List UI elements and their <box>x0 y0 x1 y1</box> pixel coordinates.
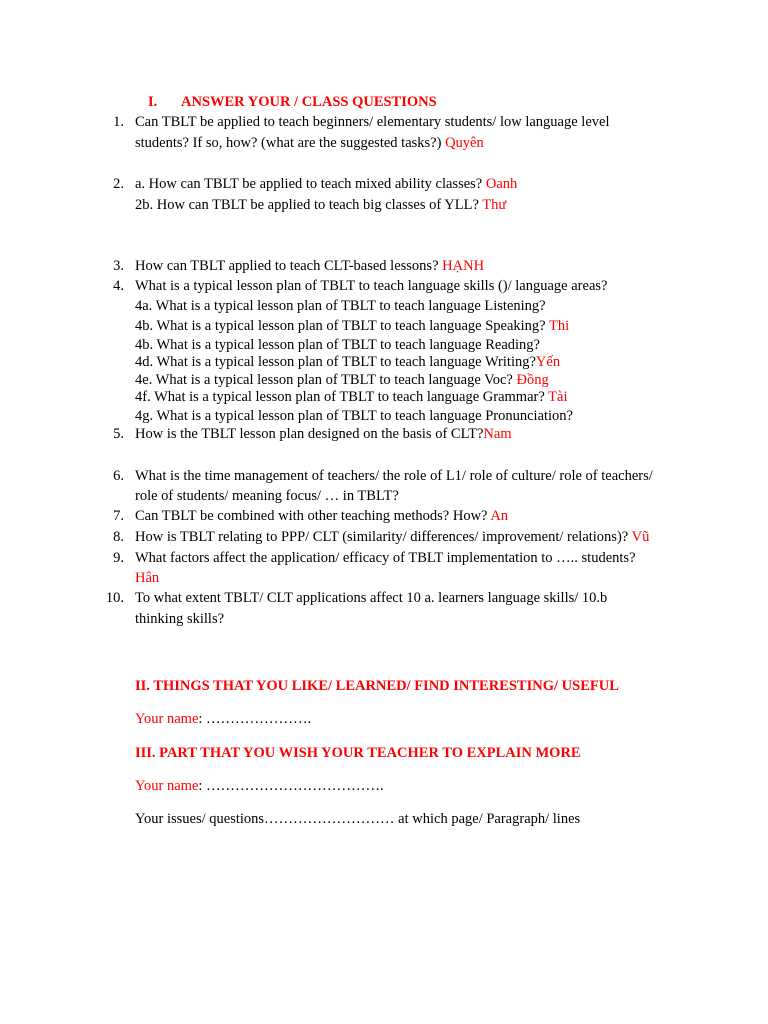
question-7: Can TBLT be combined with other teaching methods? How? An <box>135 508 509 524</box>
section-3-name-line <box>135 776 384 796</box>
question-1-line-1: Can TBLT be applied to teach beginners/ elementary students/ low language level <box>135 114 610 130</box>
question-8-number: 8. <box>113 529 124 545</box>
section-1-number: I. <box>148 94 158 110</box>
question-5: How is the TBLT lesson plan designed on the basis of CLT?Nam <box>135 426 512 442</box>
assignee-name: Thi <box>548 318 570 334</box>
question-3: How can TBLT applied to teach CLT-based lessons? HẠNH <box>135 258 485 274</box>
question-4f: 4f. What is a typical lesson plan of TBLT to teach language Grammar? Tài <box>135 389 568 405</box>
assignee-name: Hân <box>135 570 160 586</box>
question-10-line-1: To what extent TBLT/ CLT applications affect 10 a. learners language skills/ 10.b <box>135 590 608 606</box>
question-4: What is a typical lesson plan of TBLT to teach language skills ()/ language areas? <box>135 278 608 294</box>
assignee-name: Tài <box>548 389 568 405</box>
section-1-heading: ANSWER YOUR / CLASS QUESTIONS <box>181 94 437 110</box>
name-blank: : ………………………………. <box>198 778 384 794</box>
section-2-name-line <box>135 709 311 729</box>
question-9-number: 9. <box>113 550 124 566</box>
question-9-line-1: What factors affect the application/ efficacy of TBLT implementation to ….. students? <box>135 550 636 566</box>
question-10-number: 10. <box>105 590 124 606</box>
question-1-line-2: students? If so, how? (what are the suggested tasks?) Quyên <box>135 135 484 151</box>
question-4b-speaking: 4b. What is a typical lesson plan of TBLT to teach language Speaking? Thi <box>135 318 570 334</box>
question-5-number: 5. <box>113 426 124 442</box>
section-3-heading: III. PART THAT YOU WISH YOUR TEACHER TO EXPLAIN MORE <box>135 745 581 761</box>
assignee-name: Yến <box>535 354 561 370</box>
question-1-number: 1. <box>113 114 124 130</box>
assignee-name: Thư <box>482 197 507 213</box>
question-4d: 4d. What is a typical lesson plan of TBLT to teach language Writing?Yến <box>135 354 561 370</box>
question-6-line-2: role of students/ meaning focus/ … in TBLT? <box>135 488 399 504</box>
question-6-number: 6. <box>113 468 124 484</box>
assignee-name: HẠNH <box>442 258 485 274</box>
question-8: How is TBLT relating to PPP/ CLT (similarity/ differences/ improvement/ relations)? Vũ <box>135 529 650 545</box>
assignee-name: Nam <box>483 426 512 442</box>
assignee-name: An <box>490 508 509 524</box>
question-10-line-2: thinking skills? <box>135 611 225 627</box>
question-4g: 4g. What is a typical lesson plan of TBLT to teach language Pronunciation? <box>135 408 573 424</box>
assignee-name: Oanh <box>485 176 518 192</box>
assignee-name: Quyên <box>445 135 484 151</box>
question-2-number: 2. <box>113 176 124 192</box>
name-label: Your name <box>135 711 199 727</box>
question-3-number: 3. <box>113 258 124 274</box>
section-2-heading: II. THINGS THAT YOU LIKE/ LEARNED/ FIND INTERESTING/ USEFUL <box>135 678 619 694</box>
assignee-name: Vũ <box>631 529 650 545</box>
assignee-name: Đồng <box>516 372 549 388</box>
question-2a: a. How can TBLT be applied to teach mixed ability classes? Oanh <box>135 176 518 192</box>
question-4b-reading: 4b. What is a typical lesson plan of TBLT to teach language Reading? <box>135 337 540 353</box>
question-4a: 4a. What is a typical lesson plan of TBLT to teach language Listening? <box>135 298 546 314</box>
question-6-line-1: What is the time management of teachers/ the role of L1/ role of culture/ role of teachers/ <box>135 468 653 484</box>
name-blank: : …………………. <box>198 711 312 727</box>
question-4-number: 4. <box>113 278 124 294</box>
question-4e: 4e. What is a typical lesson plan of TBLT to teach language Voc? Đồng <box>135 372 549 388</box>
question-2b: 2b. How can TBLT be applied to teach big classes of YLL? Thư <box>135 197 507 213</box>
name-label: Your name <box>135 778 199 794</box>
issues-line: Your issues/ questions……………………… at which page/ Paragraph/ lines <box>135 811 581 827</box>
question-7-number: 7. <box>113 508 124 524</box>
